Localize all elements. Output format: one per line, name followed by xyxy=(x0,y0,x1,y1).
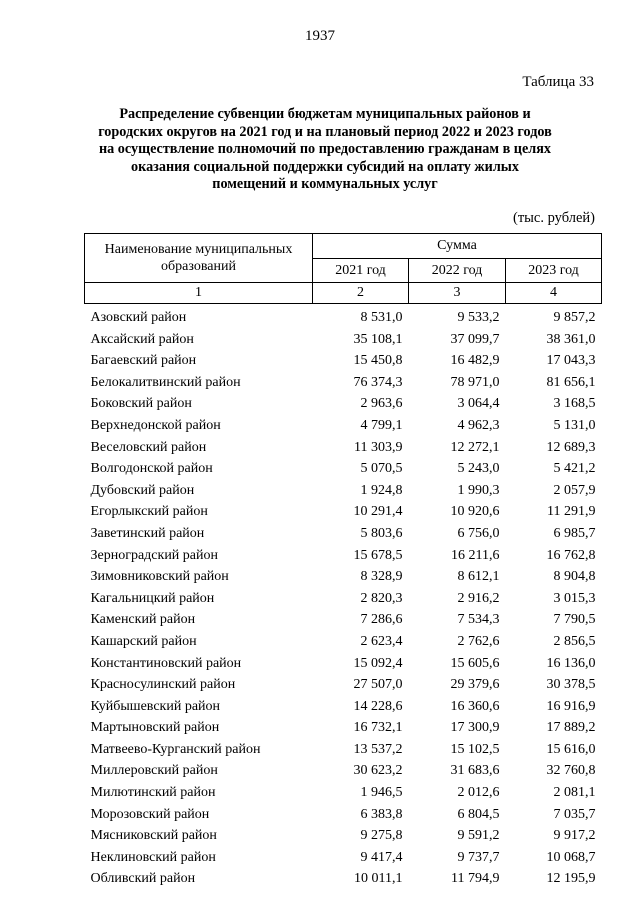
municipality-name: Константиновский район xyxy=(90,655,242,671)
municipality-name: Багаевский район xyxy=(90,353,197,369)
amount-2023: 7 790,5 xyxy=(553,612,596,628)
municipality-name: Мясниковский район xyxy=(90,828,217,844)
amount-2022: 7 534,3 xyxy=(457,612,500,628)
table-row xyxy=(85,847,602,869)
table-row xyxy=(85,760,602,782)
table-body xyxy=(85,304,602,891)
amount-2021: 16 732,1 xyxy=(353,720,403,736)
table-row xyxy=(85,415,602,437)
municipality-name: Белокалитвинский район xyxy=(90,374,241,390)
amount-2021: 27 507,0 xyxy=(353,677,403,693)
amount-2022: 31 683,6 xyxy=(450,763,500,779)
amount-2023: 17 889,2 xyxy=(546,720,596,736)
table-row xyxy=(85,825,602,847)
amount-2022: 2 916,2 xyxy=(457,590,500,606)
amount-2022: 78 971,0 xyxy=(450,374,500,390)
subvention-table-container xyxy=(84,233,601,890)
table-row xyxy=(85,653,602,675)
table-row xyxy=(85,393,602,415)
amount-2023: 9 857,2 xyxy=(553,310,596,325)
table-row xyxy=(85,501,602,523)
amount-2021: 6 383,8 xyxy=(360,806,403,822)
table-row xyxy=(85,696,602,718)
header-year-2022: 2022 год xyxy=(409,259,506,283)
amount-2023: 81 656,1 xyxy=(546,374,596,390)
table-row xyxy=(85,782,602,804)
municipality-name: Егорлыкский район xyxy=(90,504,208,520)
header-sum-group: Сумма xyxy=(313,234,602,259)
amount-2022: 11 794,9 xyxy=(451,871,500,887)
amount-2023: 38 361,0 xyxy=(546,331,596,347)
amount-2021: 15 678,5 xyxy=(353,547,403,563)
title-line: на осуществление полномочий по предоставлению гражданам в целях xyxy=(98,141,552,158)
amount-2021: 15 450,8 xyxy=(353,353,403,369)
amount-2023: 8 904,8 xyxy=(553,569,596,585)
municipality-name: Морозовский район xyxy=(90,806,210,822)
amount-2022: 16 211,6 xyxy=(451,547,500,563)
amount-2022: 4 962,3 xyxy=(457,417,500,433)
amount-2022: 9 591,2 xyxy=(457,828,500,844)
amount-2022: 29 379,6 xyxy=(450,677,500,693)
title-line: оказания социальной поддержки субсидий на оплату жилых xyxy=(131,158,519,175)
table-row xyxy=(85,631,602,653)
subvention-table xyxy=(84,233,602,890)
municipality-name: Каменский район xyxy=(90,612,196,628)
amount-2022: 12 272,1 xyxy=(450,439,500,455)
amount-2023: 11 291,9 xyxy=(547,504,596,520)
municipality-name: Кагальницкий район xyxy=(90,590,215,606)
table-row xyxy=(85,304,602,329)
amount-2023: 7 035,7 xyxy=(553,806,596,822)
municipality-name: Матвеево-Курганский район xyxy=(90,741,261,757)
table-row xyxy=(85,566,602,588)
amount-2021: 5 803,6 xyxy=(360,525,403,541)
table-row xyxy=(85,588,602,610)
amount-2021: 10 291,4 xyxy=(353,504,403,520)
amount-2022: 15 102,5 xyxy=(450,741,500,757)
table-row xyxy=(85,458,602,480)
amount-2022: 15 605,6 xyxy=(450,655,500,671)
municipality-name: Веселовский район xyxy=(90,439,207,455)
table-label: Таблица 33 xyxy=(522,74,594,90)
amount-2023: 17 043,3 xyxy=(546,353,596,369)
municipality-name: Дубовский район xyxy=(90,482,195,498)
amount-2023: 16 136,0 xyxy=(546,655,596,671)
table-row xyxy=(85,545,602,567)
amount-2021: 8 328,9 xyxy=(360,569,403,585)
municipality-name: Обливский район xyxy=(90,871,196,887)
municipality-name: Верхнедонской район xyxy=(90,417,221,433)
table-row xyxy=(85,350,602,372)
header-year-2021: 2021 год xyxy=(313,259,409,283)
amount-2023: 3 015,3 xyxy=(553,590,596,606)
amount-2022: 2 762,6 xyxy=(457,633,500,649)
amount-2023: 3 168,5 xyxy=(553,396,596,412)
amount-2021: 35 108,1 xyxy=(353,331,403,347)
municipality-name: Кашарский район xyxy=(90,633,197,649)
amount-2022: 16 360,6 xyxy=(450,698,500,714)
amount-2023: 12 195,9 xyxy=(546,871,596,887)
table-row xyxy=(85,868,602,890)
header-column-number: 4 xyxy=(506,283,602,304)
header-name-line: Наименование муниципальных xyxy=(104,242,293,257)
table-row xyxy=(85,717,602,739)
amount-2021: 2 963,6 xyxy=(360,396,403,412)
amount-2021: 15 092,4 xyxy=(353,655,403,671)
amount-2023: 2 856,5 xyxy=(553,633,596,649)
header-year-2023: 2023 год xyxy=(506,259,602,283)
amount-2022: 6 804,5 xyxy=(457,806,500,822)
amount-2021: 10 011,1 xyxy=(354,871,403,887)
amount-2022: 16 482,9 xyxy=(450,353,500,369)
amount-2021: 11 303,9 xyxy=(354,439,403,455)
units-label: (тыс. рублей) xyxy=(513,210,595,226)
amount-2023: 6 985,7 xyxy=(553,525,596,541)
amount-2023: 15 616,0 xyxy=(546,741,596,757)
municipality-name: Аксайский район xyxy=(90,331,194,347)
amount-2021: 9 417,4 xyxy=(360,849,403,865)
title-line: помещений и коммунальных услуг xyxy=(212,176,438,193)
municipality-name: Волгодонской район xyxy=(90,461,213,477)
amount-2022: 8 612,1 xyxy=(457,569,500,585)
document-title xyxy=(90,106,560,194)
header-name-column xyxy=(85,234,313,283)
municipality-name: Красносулинский район xyxy=(90,677,236,693)
municipality-name: Неклиновский район xyxy=(90,849,216,865)
amount-2023: 5 131,0 xyxy=(553,417,596,433)
amount-2022: 3 064,4 xyxy=(457,396,500,412)
amount-2021: 76 374,3 xyxy=(353,374,403,390)
header-column-number: 1 xyxy=(85,283,313,304)
amount-2021: 9 275,8 xyxy=(360,828,403,844)
municipality-name: Боковский район xyxy=(90,396,192,412)
amount-2021: 2 820,3 xyxy=(360,590,403,606)
municipality-name: Миллеровский район xyxy=(90,763,218,779)
amount-2021: 4 799,1 xyxy=(360,417,403,433)
amount-2021: 7 286,6 xyxy=(360,612,403,628)
amount-2023: 12 689,3 xyxy=(546,439,596,455)
amount-2023: 32 760,8 xyxy=(546,763,596,779)
municipality-name: Куйбышевский район xyxy=(90,698,221,714)
municipality-name: Милютинский район xyxy=(90,785,216,801)
amount-2023: 9 917,2 xyxy=(553,828,596,844)
municipality-name: Мартыновский район xyxy=(90,720,220,736)
header-column-number: 2 xyxy=(313,283,409,304)
table-row xyxy=(85,480,602,502)
amount-2022: 9 533,2 xyxy=(457,310,500,325)
header-name-line: образований xyxy=(161,259,236,274)
amount-2023: 10 068,7 xyxy=(546,849,596,865)
amount-2021: 2 623,4 xyxy=(360,633,403,649)
table-row xyxy=(85,437,602,459)
title-line: городских округов на 2021 год и на плановый период 2022 и 2023 годов xyxy=(98,123,552,140)
amount-2021: 1 924,8 xyxy=(360,482,403,498)
amount-2021: 14 228,6 xyxy=(353,698,403,714)
page-number: 1937 xyxy=(305,28,335,44)
amount-2023: 16 916,9 xyxy=(546,698,596,714)
title-line: Распределение субвенции бюджетам муниципальных районов и xyxy=(119,106,531,122)
amount-2023: 2 057,9 xyxy=(553,482,596,498)
table-row xyxy=(85,674,602,696)
table-row xyxy=(85,609,602,631)
amount-2023: 30 378,5 xyxy=(546,677,596,693)
municipality-name: Заветинский район xyxy=(90,525,205,541)
municipality-name: Зерноградский район xyxy=(90,547,218,563)
amount-2021: 30 623,2 xyxy=(353,763,403,779)
table-row xyxy=(85,329,602,351)
amount-2023: 16 762,8 xyxy=(546,547,596,563)
table-row xyxy=(85,804,602,826)
table-row xyxy=(85,739,602,761)
amount-2022: 9 737,7 xyxy=(457,849,500,865)
amount-2022: 17 300,9 xyxy=(450,720,500,736)
amount-2022: 2 012,6 xyxy=(457,785,500,801)
amount-2021: 1 946,5 xyxy=(360,785,403,801)
municipality-name: Зимовниковский район xyxy=(90,569,229,585)
amount-2022: 10 920,6 xyxy=(450,504,500,520)
table-row xyxy=(85,372,602,394)
amount-2021: 5 070,5 xyxy=(360,461,403,477)
header-column-number: 3 xyxy=(409,283,506,304)
amount-2022: 5 243,0 xyxy=(457,461,500,477)
amount-2021: 8 531,0 xyxy=(360,310,403,325)
amount-2023: 5 421,2 xyxy=(553,461,596,477)
amount-2023: 2 081,1 xyxy=(553,785,596,801)
amount-2021: 13 537,2 xyxy=(353,741,403,757)
amount-2022: 6 756,0 xyxy=(457,525,500,541)
municipality-name: Азовский район xyxy=(90,310,187,325)
table-row xyxy=(85,523,602,545)
amount-2022: 1 990,3 xyxy=(457,482,500,498)
amount-2022: 37 099,7 xyxy=(450,331,500,347)
